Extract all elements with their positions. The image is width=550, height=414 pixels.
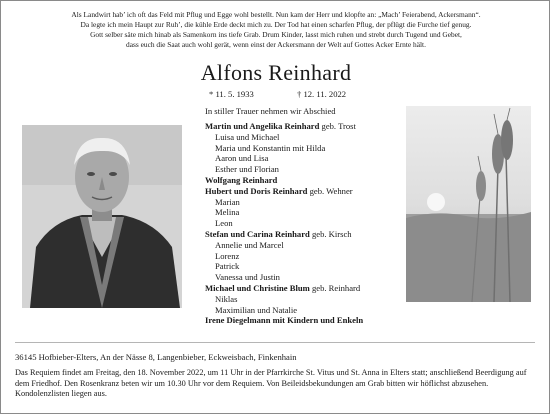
divider (15, 342, 535, 343)
mourner-detail: Lorenz (215, 250, 240, 261)
birth-date: * 11. 5. 1933 (209, 89, 254, 99)
mourner-line (205, 197, 405, 208)
mourner-detail: Marian (215, 196, 240, 207)
mourner-detail: Luisa und Michael (215, 131, 280, 142)
mourner-detail: geb. Reinhard (309, 282, 361, 293)
mourner-detail: Leon (215, 218, 233, 229)
poem (1, 10, 550, 50)
mourner-line (205, 175, 405, 186)
mourner-detail: Esther und Florian (215, 164, 279, 175)
life-dates (209, 89, 346, 99)
mourner-line (205, 121, 405, 132)
portrait-photo (22, 125, 182, 308)
mourner-line (205, 240, 405, 251)
death-date: † 12. 11. 2022 (297, 89, 347, 99)
mourner-line (205, 143, 405, 154)
mourner-line (205, 272, 405, 283)
mourner-name: Stefan und Carina Reinhard (205, 228, 310, 239)
mourner-detail: Maria und Konstantin mit Hilda (215, 142, 326, 153)
wheat-field-image (406, 106, 531, 302)
mourner-line (205, 315, 405, 326)
deceased-name: Alfons Reinhard (200, 60, 352, 85)
mourner-detail: Maximilian und Natalie (215, 304, 298, 315)
poem-line: dass euch die Saat auch wohl gerät, wenn einst der Ackersmann der Welt auf Gottes Acker Ernte hält. (126, 40, 426, 49)
mourner-name: Wolfgang Reinhard (205, 174, 278, 185)
mourner-detail: geb. Kirsch (309, 228, 352, 239)
mourners-address: 36145 Hofbieber-Elters, An der Nässe 8, Langenbieber, Eckweisbach, Finkenhain (15, 352, 297, 362)
mourner-line (205, 132, 405, 143)
mourner-line (205, 305, 405, 316)
mourner-name: Hubert und Doris Reinhard (205, 185, 308, 196)
mourner-detail: Vanessa und Justin (215, 272, 280, 283)
mourner-line (205, 218, 405, 229)
mourner-detail: Niklas (215, 293, 238, 304)
mourner-line (205, 153, 405, 164)
mourner-detail: geb. Trost (319, 121, 356, 131)
mourner-line (205, 283, 405, 294)
poem-line: Als Landwirt hab’ ich oft das Feld mit Pflug und Egge wohl bestellt. Nun kam der Herr und klopfte an: „Mach’ Feierabend, Ackersmann“. (71, 10, 481, 19)
mourner-name: Michael und Christine Blum (205, 282, 310, 293)
portrait-image (22, 125, 182, 308)
mourner-line (205, 294, 405, 305)
mourner-name: Martin und Angelika Reinhard (205, 121, 320, 131)
mourning-intro: In stiller Trauer nehmen wir Abschied (205, 106, 336, 116)
mourners-list (205, 121, 405, 326)
mourner-line (205, 164, 405, 175)
mourner-detail: Annelie und Marcel (215, 239, 284, 250)
mourner-detail: Patrick (215, 261, 240, 272)
mourner-line (205, 261, 405, 272)
mourner-line (205, 251, 405, 262)
poem-line: Gott selber säte mich hinab als Samenkorn ins tiefe Grab. Drum Kinder, lasst mich ruhen und strebt durch Tugend und Gebet, (90, 30, 462, 39)
mourner-detail: Aaron und Lisa (215, 153, 269, 164)
funeral-notice: Das Requiem findet am Freitag, den 18. November 2022, um 11 Uhr in der Pfarrkirche St. Vitus und St. Anna in Elters statt; anschließend Beerdigung auf dem Friedhof. Den Rosenkranz beten wir um 10.30 Uhr vor dem Requiem. Von Beileidsbekundungen am Grab bitten wir höflichst abzusehen. Kondolenzlisten liegen aus. (15, 368, 527, 399)
mourner-line (205, 229, 405, 240)
mourner-line (205, 207, 405, 218)
mourner-detail: Melina (215, 207, 240, 218)
mourner-line (205, 186, 405, 197)
mourner-name: Irene Diegelmann mit Kindern und Enkeln (205, 315, 364, 326)
mourner-detail: geb. Wehner (307, 185, 353, 196)
wheat-field-photo (406, 106, 531, 302)
poem-line: Da legte ich mein Haupt zur Ruh’, die kühle Erde deckt mich zu. Der Tod hat einen scharfen Pflug, der pflügt die Furche tief genug. (80, 20, 472, 29)
